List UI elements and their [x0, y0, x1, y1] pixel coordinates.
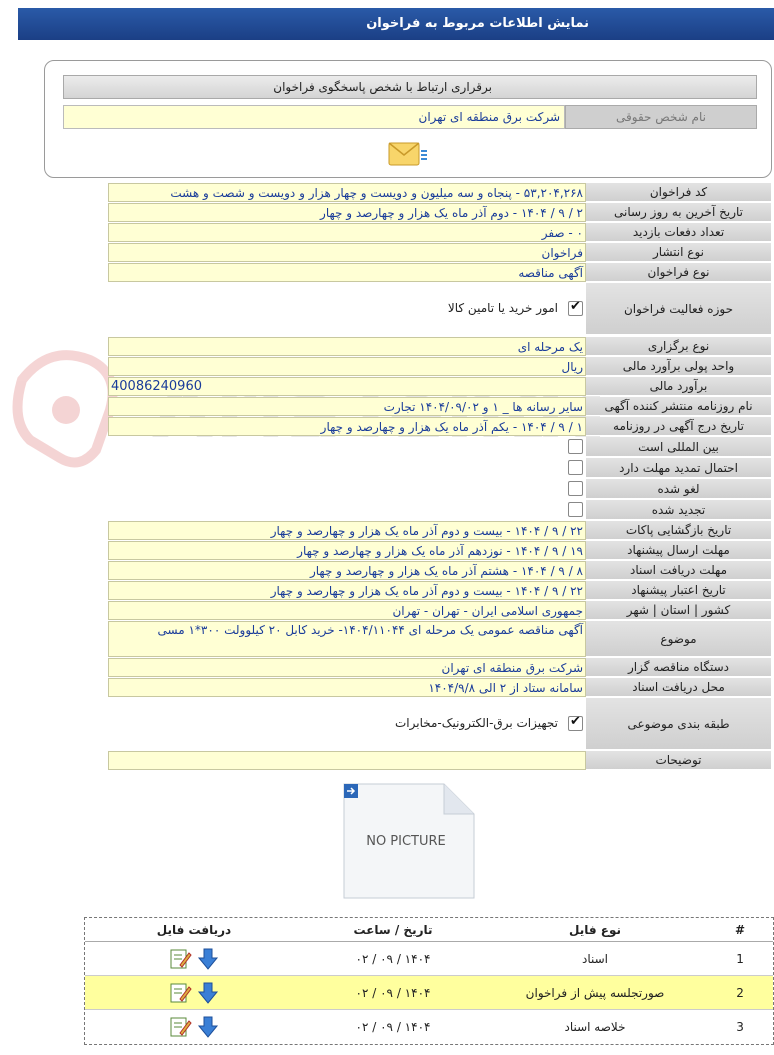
- international-checkbox-area: [108, 437, 586, 457]
- open-date-value: ۲۲ / ۹ / ۱۴۰۴ - بیست و دوم آذر ماه یک هزار و چهارصد و چهار: [108, 521, 586, 540]
- location-value: جمهوری اسلامی ایران - تهران - تهران: [108, 601, 586, 620]
- row-num: 3: [736, 1020, 744, 1034]
- row-call-type: [108, 263, 771, 282]
- holding-type-value: یک مرحله ای: [108, 337, 586, 356]
- submit-deadline-value: ۱۹ / ۹ / ۱۴۰۴ - نوزدهم آذر ماه یک هزار و چهارصد و چهار: [108, 541, 586, 560]
- row-date: ۱۴۰۴ / ۰۹ / ۰۲: [355, 951, 431, 966]
- row-currency: [108, 357, 771, 376]
- row-download-cell: [85, 942, 303, 975]
- activity-label: حوزه فعالیت فراخوان: [586, 283, 771, 335]
- row-international: [108, 437, 771, 457]
- row-description: [108, 751, 771, 770]
- col-download: دریافت فایل: [156, 922, 232, 937]
- docs-place-label: محل دریافت اسناد: [586, 678, 771, 697]
- contact-responder-button[interactable]: برقراری ارتباط با شخص پاسخگوی فراخوان: [63, 75, 757, 99]
- row-file-type: اسناد: [582, 951, 609, 966]
- row-activity: [108, 283, 771, 335]
- international-label: بین المللی است: [586, 437, 771, 457]
- visits-value: ۰ - صفر: [108, 223, 586, 242]
- row-validity: [108, 581, 771, 600]
- call-type-label: نوع فراخوان: [586, 263, 771, 282]
- page-header: نمایش اطلاعات مربوط به فراخوان: [18, 8, 774, 40]
- row-date: ۱۴۰۴ / ۰۹ / ۰۲: [355, 985, 431, 1000]
- row-open-date: [108, 521, 771, 540]
- validity-label: تاریخ اعتبار پیشنهاد: [586, 581, 771, 600]
- row-submit-deadline: [108, 541, 771, 560]
- docs-place-value: سامانه ستاد از ۲ الی ۱۴۰۴/۹/۸: [108, 678, 586, 697]
- submit-deadline-label: مهلت ارسال پیشنهاد: [586, 541, 771, 560]
- docs-deadline-value: ۸ / ۹ / ۱۴۰۴ - هشتم آذر ماه یک هزار و چهارصد و چهار: [108, 561, 586, 580]
- table-row: [85, 976, 773, 1010]
- publish-type-value: فراخوان: [108, 243, 586, 262]
- call-type-value: آگهی مناقصه: [108, 263, 586, 282]
- category-checkbox-area: [108, 698, 586, 750]
- docs-deadline-label: مهلت دریافت اسناد: [586, 561, 771, 580]
- col-date: تاریخ / ساعت: [353, 922, 433, 937]
- estimate-value: 40086240960: [108, 377, 586, 396]
- location-label: کشور | استان | شهر: [586, 601, 771, 620]
- contact-panel: [44, 60, 772, 178]
- holding-type-label: نوع برگزاری: [586, 337, 771, 356]
- code-value: ۵۳,۲۰۴,۲۶۸ - پنجاه و سه میلیون و دویست و چهار هزار و دویست و شصت و هشت: [108, 183, 586, 202]
- activity-checkbox[interactable]: [568, 301, 583, 316]
- row-renew: [108, 500, 771, 520]
- col-num: #: [734, 922, 746, 937]
- row-extend: [108, 458, 771, 478]
- row-file-type: خلاصه اسناد: [564, 1020, 626, 1034]
- subject-label: موضوع: [586, 621, 771, 657]
- row-cancel: [108, 479, 771, 499]
- row-code: [108, 183, 771, 202]
- no-picture-text: NO PICTURE: [366, 834, 446, 849]
- edit-document-icon[interactable]: [168, 1015, 192, 1039]
- col-file-type: نوع فایل: [569, 922, 621, 937]
- row-location: [108, 601, 771, 620]
- row-last-update: [108, 203, 771, 222]
- category-label: طبقه بندی موضوعی: [586, 698, 771, 750]
- currency-value: ریال: [108, 357, 586, 376]
- international-checkbox[interactable]: [568, 439, 583, 454]
- code-label: کد فراخوان: [586, 183, 771, 202]
- cancel-checkbox-area: [108, 479, 586, 499]
- renew-checkbox[interactable]: [568, 502, 583, 517]
- extend-checkbox-area: [108, 458, 586, 478]
- download-arrow-icon[interactable]: [196, 947, 220, 971]
- renew-checkbox-area: [108, 500, 586, 520]
- description-label: توضیحات: [586, 751, 771, 770]
- currency-label: واحد پولی برآورد مالی: [586, 357, 771, 376]
- row-ad-date: [108, 417, 771, 436]
- row-num: 1: [736, 951, 744, 966]
- organizer-label: دستگاه مناقصه گزار: [586, 658, 771, 677]
- files-table: [84, 917, 774, 1045]
- no-picture-image: [340, 780, 478, 902]
- estimate-label: برآورد مالی: [586, 377, 771, 396]
- legal-person-label: نام شخص حقوقی: [565, 105, 757, 129]
- row-visits: [108, 223, 771, 242]
- activity-value: امور خرید یا تامین کالا: [447, 301, 558, 315]
- row-download-cell: [85, 976, 303, 1009]
- row-newspaper: [108, 397, 771, 416]
- category-value: تجهیزات برق-الکترونیک-مخابرات: [394, 716, 558, 730]
- ad-date-label: تاریخ درج آگهی در روزنامه: [586, 417, 771, 436]
- last-update-label: تاریخ آخرین به روز رسانی: [586, 203, 771, 222]
- cancel-label: لغو شده: [586, 479, 771, 499]
- row-publish-type: [108, 243, 771, 262]
- renew-label: تجدید شده: [586, 500, 771, 520]
- edit-document-icon[interactable]: [168, 947, 192, 971]
- description-value: [108, 751, 586, 770]
- envelope-icon[interactable]: [387, 137, 429, 171]
- publish-type-label: نوع انتشار: [586, 243, 771, 262]
- row-docs-deadline: [108, 561, 771, 580]
- cancel-checkbox[interactable]: [568, 481, 583, 496]
- last-update-value: ۲ / ۹ / ۱۴۰۴ - دوم آذر ماه یک هزار و چهارصد و چهار: [108, 203, 586, 222]
- row-date: ۱۴۰۴ / ۰۹ / ۰۲: [355, 1020, 431, 1034]
- row-organizer: [108, 658, 771, 677]
- extend-checkbox[interactable]: [568, 460, 583, 475]
- newspaper-label: نام روزنامه منتشر کننده آگهی: [586, 397, 771, 416]
- table-row: [85, 942, 773, 976]
- files-header: [85, 918, 773, 942]
- subject-value: آگهی مناقصه عمومی یک مرحله ای ۱۴۰۴/۱۱۰۴۴- خرید کابل ۲۰ کیلوولت ۳۰۰*۱ مسی: [108, 621, 586, 657]
- row-estimate: [108, 377, 771, 396]
- validity-value: ۲۲ / ۹ / ۱۴۰۴ - بیست و دوم آذر ماه یک هزار و چهارصد و چهار: [108, 581, 586, 600]
- table-row: [85, 1010, 773, 1044]
- newspaper-value: سایر رسانه ها _ ۱ و ۱۴۰۴/۰۹/۰۲ تجارت: [108, 397, 586, 416]
- download-arrow-icon[interactable]: [196, 981, 220, 1005]
- row-subject: [108, 621, 771, 657]
- download-arrow-icon[interactable]: [196, 1015, 220, 1039]
- activity-checkbox-area: [108, 283, 586, 335]
- edit-document-icon[interactable]: [168, 981, 192, 1005]
- row-download-cell: [85, 1010, 303, 1044]
- organizer-value: شرکت برق منطقه ای تهران: [108, 658, 586, 677]
- row-category: [108, 698, 771, 750]
- ad-date-value: ۱ / ۹ / ۱۴۰۴ - یکم آذر ماه یک هزار و چهارصد و چهار: [108, 417, 586, 436]
- row-holding-type: [108, 337, 771, 356]
- legal-person-value: شرکت برق منطقه ای تهران: [63, 105, 565, 129]
- row-file-type: صورتجلسه پیش از فراخوان: [525, 985, 665, 1000]
- category-checkbox[interactable]: [568, 716, 583, 731]
- row-docs-place: [108, 678, 771, 697]
- visits-label: تعداد دفعات بازدید: [586, 223, 771, 242]
- extend-label: احتمال تمدید مهلت دارد: [586, 458, 771, 478]
- open-date-label: تاریخ بازگشایی پاکات: [586, 521, 771, 540]
- row-num: 2: [736, 985, 744, 1000]
